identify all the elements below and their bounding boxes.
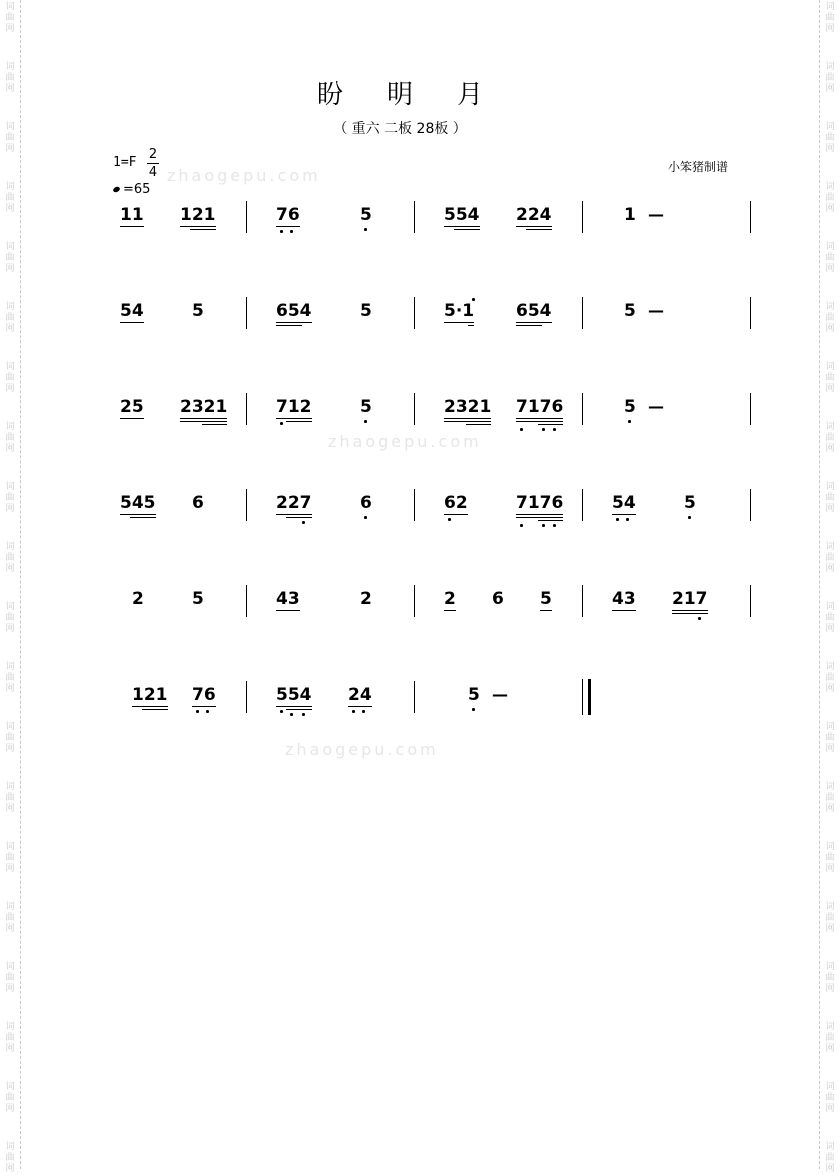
side-watermark-char: 网: [825, 564, 835, 574]
side-watermark-group: [823, 662, 837, 695]
side-watermark-char: 曲: [825, 553, 835, 563]
side-watermark-char: 词: [5, 1022, 15, 1032]
side-watermark-char: 网: [825, 504, 835, 514]
side-watermark-char: 网: [5, 1044, 15, 1054]
side-watermark-group: [3, 902, 17, 935]
side-watermark-char: 网: [5, 144, 15, 154]
side-watermark-char: 词: [825, 482, 835, 492]
side-watermark-char: 曲: [5, 853, 15, 863]
side-watermark-group: [823, 242, 837, 275]
note-group: 6: [192, 493, 204, 513]
tempo-value: =65: [123, 182, 151, 197]
note-group: 2321: [180, 397, 227, 437]
side-watermark-char: 网: [5, 84, 15, 94]
side-watermark-group: [3, 302, 17, 335]
note-group: 5: [360, 205, 372, 245]
side-watermark-char: 曲: [825, 1033, 835, 1043]
bar-line: [750, 393, 751, 425]
side-watermark-char: 词: [5, 542, 15, 552]
note-group: 76: [276, 205, 300, 245]
extension-dash: —: [492, 685, 508, 704]
side-watermark-char: 词: [5, 302, 15, 312]
side-watermark-group: [823, 482, 837, 515]
side-watermark-char: 词: [5, 662, 15, 672]
tempo-marking: [113, 182, 150, 197]
side-watermark-char: 曲: [5, 133, 15, 143]
side-watermark-char: 曲: [5, 793, 15, 803]
side-watermark-char: 词: [825, 242, 835, 252]
side-watermark-char: 网: [5, 564, 15, 574]
side-watermark-char: 词: [5, 962, 15, 972]
side-watermark-group: [3, 542, 17, 575]
side-watermark-char: 曲: [825, 133, 835, 143]
side-watermark-char: 曲: [825, 673, 835, 683]
time-sig-top: 2: [148, 147, 158, 162]
side-watermark-char: 网: [5, 384, 15, 394]
side-watermark-char: 网: [825, 84, 835, 94]
side-watermark-char: 词: [825, 1142, 835, 1152]
final-bar-line: [582, 679, 591, 715]
side-watermark-group: [823, 2, 837, 35]
side-watermark-char: 曲: [5, 493, 15, 503]
side-watermark-char: 词: [5, 1082, 15, 1092]
side-watermark-group: [823, 902, 837, 935]
side-watermark-char: 词: [825, 902, 835, 912]
side-watermark-group: [823, 362, 837, 395]
side-watermark-char: 曲: [825, 913, 835, 923]
note-group: 6: [360, 493, 372, 533]
note-group: 2: [360, 589, 372, 609]
side-watermark-group: [3, 422, 17, 455]
side-watermark-char: 网: [5, 204, 15, 214]
side-watermark-char: 网: [5, 324, 15, 334]
note-group: 2: [444, 589, 456, 609]
side-watermark-group: [3, 182, 17, 215]
side-watermark-group: [823, 842, 837, 875]
side-watermark-group: [3, 362, 17, 395]
note-group: 654: [276, 301, 312, 341]
site-watermark: zhaogepu.com: [285, 740, 439, 759]
key-signature: 1=F: [113, 155, 137, 170]
side-watermark-char: 网: [5, 684, 15, 694]
side-watermark-char: 词: [825, 182, 835, 192]
side-watermark-char: 网: [825, 444, 835, 454]
side-watermark-group: [823, 422, 837, 455]
side-watermark-char: 词: [5, 122, 15, 132]
bar-line: [414, 681, 415, 713]
side-watermark-char: 曲: [5, 373, 15, 383]
side-watermark-char: 网: [5, 804, 15, 814]
note-group: 11: [120, 205, 144, 225]
side-watermark-char: 网: [5, 864, 15, 874]
extension-dash: —: [648, 205, 664, 224]
side-watermark-char: 曲: [825, 433, 835, 443]
title-char-3: 月: [457, 80, 484, 110]
side-watermark-group: [3, 242, 17, 275]
side-watermark-group: [823, 1022, 837, 1055]
note-group: 5: [360, 397, 372, 437]
side-watermark-group: [823, 782, 837, 815]
bar-line: [582, 585, 583, 617]
side-watermark-char: 网: [825, 324, 835, 334]
title-char-2: 明: [386, 80, 413, 110]
bar-line: [750, 585, 751, 617]
site-watermark: zhaogepu.com: [167, 166, 321, 185]
side-watermark-char: 网: [5, 624, 15, 634]
bar-line: [246, 393, 247, 425]
side-watermark-char: 曲: [825, 793, 835, 803]
note-group: 43: [612, 589, 636, 609]
side-watermark-group: [3, 662, 17, 695]
side-watermark-group: [823, 182, 837, 215]
note-group: 654: [516, 301, 552, 341]
side-watermark-char: 网: [825, 1164, 835, 1174]
side-watermark-char: 曲: [825, 313, 835, 323]
note-group: 24: [348, 685, 372, 725]
side-watermark-char: 曲: [5, 13, 15, 23]
bar-line: [246, 297, 247, 329]
side-watermark-char: 曲: [5, 1093, 15, 1103]
quarter-note-icon: [112, 186, 120, 193]
side-watermark-char: 网: [5, 264, 15, 274]
side-watermark-char: 网: [825, 264, 835, 274]
note-group: 224: [516, 205, 552, 245]
bar-line: [582, 393, 583, 425]
side-watermark-char: 网: [5, 504, 15, 514]
side-watermark-group: [3, 722, 17, 755]
side-watermark-char: 网: [5, 744, 15, 754]
side-watermark-char: 词: [825, 302, 835, 312]
side-watermark-group: [3, 962, 17, 995]
note-group: 712: [276, 397, 312, 437]
side-watermark-char: 网: [825, 204, 835, 214]
transcriber-credit: 小笨猪制谱: [668, 160, 729, 174]
side-watermark-char: 词: [5, 422, 15, 432]
note-group: 217: [672, 589, 708, 629]
side-watermark-char: 词: [825, 422, 835, 432]
side-watermark-group: [823, 602, 837, 635]
song-subtitle: （ 重六 二板 28板 ）: [333, 121, 467, 137]
note-group: 6: [492, 589, 504, 609]
side-watermark-group: [3, 782, 17, 815]
side-watermark-char: 曲: [825, 493, 835, 503]
side-watermark-char: 词: [825, 1082, 835, 1092]
note-group: 5: [360, 301, 372, 321]
bar-line: [414, 297, 415, 329]
side-watermark-char: 曲: [825, 613, 835, 623]
side-watermark-char: 网: [825, 924, 835, 934]
note-group: 227: [276, 493, 312, 533]
side-watermark-char: 词: [5, 2, 15, 12]
side-watermark-char: 词: [5, 1142, 15, 1152]
note-group: 5: [468, 685, 480, 725]
side-watermark-char: 网: [825, 984, 835, 994]
side-watermark-char: 网: [5, 924, 15, 934]
side-watermark-char: 词: [5, 62, 15, 72]
note-group: 76: [192, 685, 216, 725]
side-watermark-char: 词: [5, 602, 15, 612]
side-watermark-char: 曲: [825, 193, 835, 203]
side-watermark-char: 网: [825, 864, 835, 874]
side-watermark-char: 曲: [5, 733, 15, 743]
side-watermark-char: 曲: [5, 913, 15, 923]
side-watermark-char: 词: [5, 782, 15, 792]
side-watermark-char: 词: [825, 782, 835, 792]
side-watermark-char: 词: [5, 842, 15, 852]
side-watermark-char: 网: [825, 1044, 835, 1054]
side-watermark-char: 曲: [5, 973, 15, 983]
side-watermark-group: [3, 1142, 17, 1175]
note-group: 5·1: [444, 301, 474, 341]
note-group: 43: [276, 589, 300, 609]
side-watermark-group: [823, 542, 837, 575]
side-watermark-char: 曲: [5, 73, 15, 83]
side-watermark-char: 曲: [5, 1153, 15, 1163]
title-char-1: 盼: [316, 80, 343, 110]
side-watermark-char: 词: [825, 842, 835, 852]
side-watermark-group: [823, 62, 837, 95]
note-group: 1: [624, 205, 636, 225]
side-watermark-char: 词: [825, 362, 835, 372]
side-watermark-group: [3, 1082, 17, 1115]
note-group: 62: [444, 493, 468, 533]
note-group: 25: [120, 397, 144, 417]
side-watermark-char: 网: [825, 744, 835, 754]
note-group: 5: [624, 397, 636, 437]
song-title: [0, 74, 800, 111]
bar-line: [246, 681, 247, 713]
side-watermark-char: 曲: [5, 673, 15, 683]
side-watermark-char: 词: [5, 722, 15, 732]
bar-line: [246, 585, 247, 617]
side-watermark-char: 网: [825, 24, 835, 34]
bar-line: [582, 297, 583, 329]
side-watermark-group: [823, 1142, 837, 1175]
bar-line: [582, 489, 583, 521]
side-watermark-char: 网: [5, 1104, 15, 1114]
side-watermark-char: 曲: [825, 973, 835, 983]
note-group: 7176: [516, 493, 563, 533]
bar-line: [750, 489, 751, 521]
side-watermark-char: 网: [5, 24, 15, 34]
side-watermark-char: 词: [825, 1022, 835, 1032]
side-watermark-char: 网: [825, 624, 835, 634]
note-group: 5: [540, 589, 552, 609]
note-group: 5: [624, 301, 636, 321]
bar-line: [246, 489, 247, 521]
side-watermark-char: 曲: [5, 193, 15, 203]
note-group: 121: [132, 685, 168, 725]
side-watermark-char: 词: [5, 362, 15, 372]
side-watermark-char: 曲: [5, 1033, 15, 1043]
bar-line: [750, 201, 751, 233]
side-watermark-char: 曲: [5, 613, 15, 623]
note-group: 5: [192, 589, 204, 609]
side-watermark-group: [823, 722, 837, 755]
time-sig-bottom: 4: [148, 165, 158, 180]
bar-line: [582, 201, 583, 233]
side-watermark-char: 曲: [825, 853, 835, 863]
side-watermark-char: 词: [825, 602, 835, 612]
side-watermark-group: [3, 602, 17, 635]
side-watermark-group: [823, 1082, 837, 1115]
side-watermark-char: 词: [825, 542, 835, 552]
side-watermark-char: 曲: [825, 253, 835, 263]
side-watermark-group: [3, 1022, 17, 1055]
bar-line: [414, 201, 415, 233]
side-watermark-char: 词: [825, 2, 835, 12]
side-watermark-char: 曲: [825, 13, 835, 23]
side-watermark-char: 词: [825, 662, 835, 672]
extension-dash: —: [648, 397, 664, 416]
side-watermark-char: 网: [825, 384, 835, 394]
note-group: 7176: [516, 397, 563, 437]
side-watermark-char: 曲: [5, 433, 15, 443]
side-watermark-char: 曲: [5, 313, 15, 323]
side-watermark-char: 词: [5, 182, 15, 192]
side-watermark-group: [3, 842, 17, 875]
note-group: 5: [684, 493, 696, 533]
side-watermark-char: 网: [5, 1164, 15, 1174]
side-watermark-char: 词: [825, 962, 835, 972]
bar-line: [414, 489, 415, 521]
site-watermark: zhaogepu.com: [328, 432, 482, 451]
note-group: 545: [120, 493, 156, 533]
side-watermark-char: 词: [825, 122, 835, 132]
side-watermark-char: 词: [5, 902, 15, 912]
side-watermark-group: [3, 482, 17, 515]
bar-line: [750, 297, 751, 329]
side-watermark-char: 词: [825, 722, 835, 732]
side-watermark-group: [3, 2, 17, 35]
side-watermark-group: [823, 302, 837, 335]
note-group: 54: [120, 301, 144, 321]
side-watermark-char: 网: [5, 984, 15, 994]
note-group: 554: [276, 685, 312, 725]
side-watermark-char: 网: [825, 1104, 835, 1114]
extension-dash: —: [648, 301, 664, 320]
bar-line: [414, 585, 415, 617]
side-watermark-group: [823, 122, 837, 155]
side-watermark-char: 曲: [5, 553, 15, 563]
note-group: 54: [612, 493, 636, 533]
side-watermark-char: 网: [825, 684, 835, 694]
note-group: 2: [132, 589, 144, 609]
side-watermark-char: 词: [825, 62, 835, 72]
time-signature: [147, 146, 159, 181]
side-watermark-char: 曲: [825, 1093, 835, 1103]
side-watermark-char: 网: [5, 444, 15, 454]
side-watermark-char: 曲: [825, 73, 835, 83]
bar-line: [246, 201, 247, 233]
note-group: 2321: [444, 397, 491, 437]
side-watermark-char: 词: [5, 482, 15, 492]
side-watermark-char: 曲: [825, 733, 835, 743]
side-watermark-char: 曲: [825, 1153, 835, 1163]
note-group: 121: [180, 205, 216, 245]
side-watermark-char: 曲: [825, 373, 835, 383]
side-watermark-char: 曲: [5, 253, 15, 263]
side-watermark-char: 网: [825, 804, 835, 814]
side-watermark-group: [823, 962, 837, 995]
bar-line: [414, 393, 415, 425]
side-watermark-char: 词: [5, 242, 15, 252]
note-group: 554: [444, 205, 480, 245]
note-group: 5: [192, 301, 204, 321]
side-watermark-char: 网: [825, 144, 835, 154]
